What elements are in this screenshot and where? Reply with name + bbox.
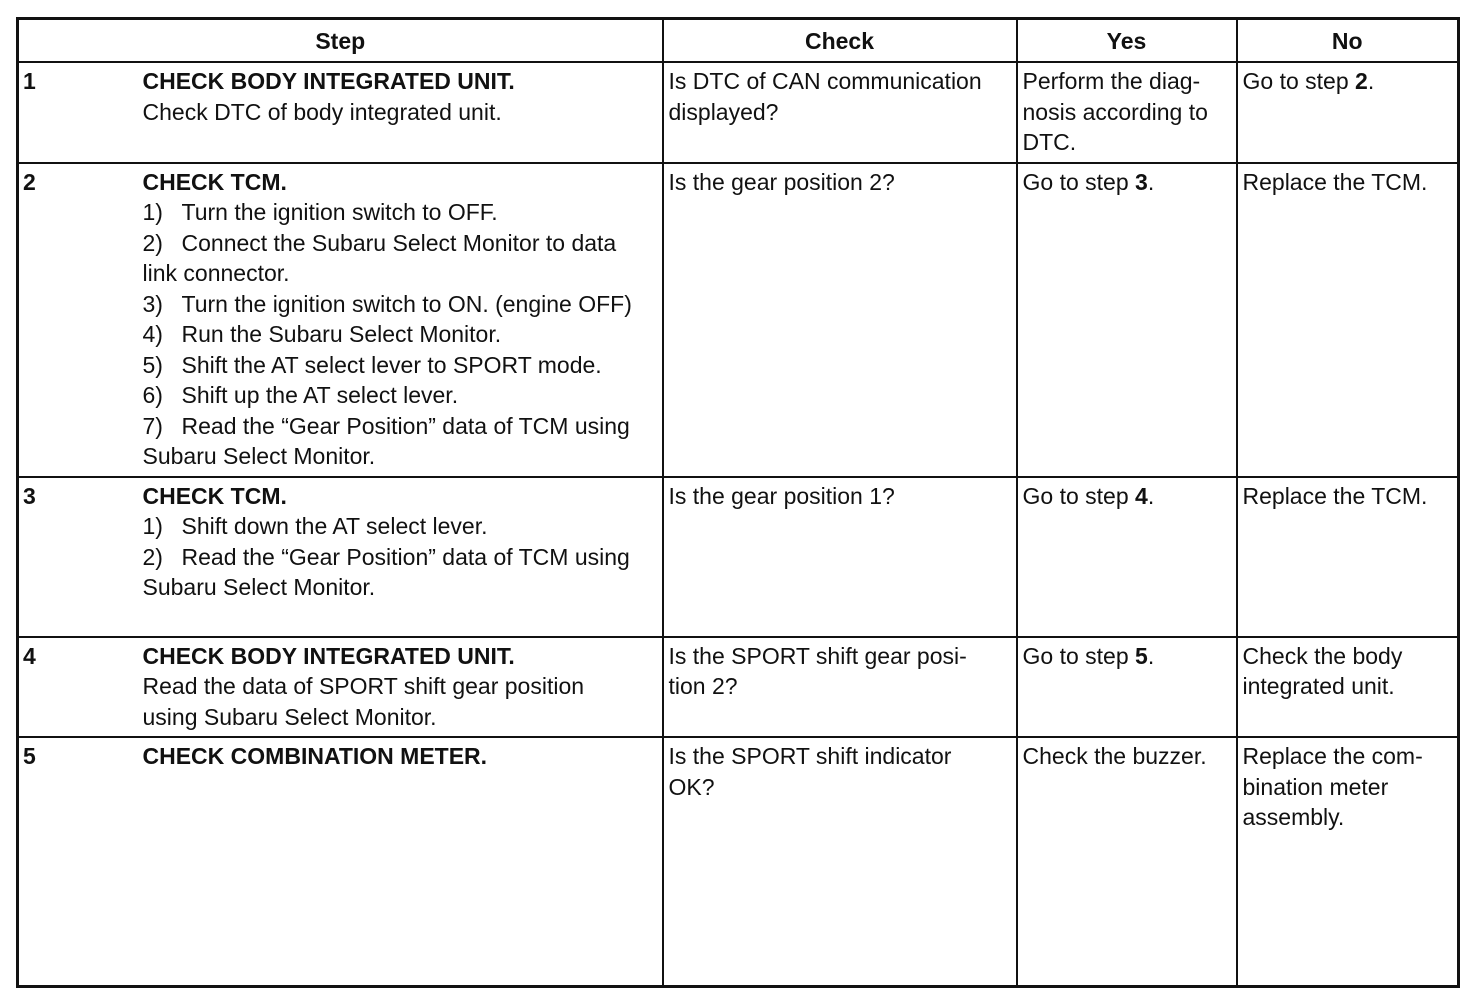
check-cell — [663, 163, 1017, 477]
step-title: CHECK BODY INTEGRATED UNIT. — [142, 642, 515, 669]
substep — [143, 289, 660, 320]
check-line: Is the SPORT shift gear posi- — [668, 642, 967, 669]
no-text: Go to step — [1242, 68, 1356, 94]
step-title: CHECK COMBINATION METER. — [142, 743, 488, 769]
step-description — [137, 637, 663, 738]
no-cell — [1237, 62, 1459, 163]
substep — [143, 350, 660, 381]
check-line: displayed? — [668, 98, 779, 125]
yes-text: Go to step — [1022, 482, 1136, 509]
substep-number: 6) — [142, 382, 163, 408]
substep-number: 7) — [142, 412, 163, 439]
no-line: bination meter — [1242, 773, 1389, 800]
check-cell — [663, 637, 1017, 738]
substep-number: 5) — [142, 351, 163, 378]
yes-line: Check the buzzer. — [1022, 743, 1207, 769]
step-number: 2 — [18, 163, 137, 477]
substep-text: Turn the ignition switch to ON. (engine OFF) — [181, 290, 632, 317]
yes-line: DTC. — [1022, 129, 1077, 155]
table-row — [18, 737, 1459, 987]
step-description — [137, 62, 663, 163]
no-line: Check the body — [1242, 642, 1403, 669]
step-title: CHECK TCM. — [142, 482, 287, 509]
table-row — [18, 62, 1459, 163]
substep-text: Shift the AT select lever to SPORT mode. — [181, 351, 602, 378]
substep-text: Run the Subaru Select Monitor. — [181, 321, 502, 347]
step-number: 4 — [18, 637, 137, 738]
check-cell — [663, 62, 1017, 163]
substep — [143, 380, 660, 411]
substep — [143, 511, 660, 542]
yes-text: Go to step — [1022, 168, 1136, 195]
header-no: No — [1237, 19, 1459, 63]
check-line: Is the SPORT shift indicator — [668, 743, 952, 769]
header-step: Step — [18, 19, 663, 63]
no-line: Replace the com- — [1242, 743, 1423, 769]
check-line: OK? — [668, 773, 715, 800]
substep-continuation: Subaru Select Monitor. — [142, 574, 376, 600]
substep-number: 4) — [142, 321, 163, 347]
no-cell — [1237, 477, 1459, 637]
substep-text: Read the “Gear Position” data of TCM using — [181, 412, 630, 439]
substep — [143, 228, 660, 259]
yes-suffix: . — [1147, 482, 1155, 509]
check-line: Is the gear position 1? — [668, 482, 895, 509]
substep-number: 1) — [142, 199, 163, 225]
step-number: 5 — [18, 737, 137, 987]
check-cell — [663, 737, 1017, 987]
yes-cell — [1017, 737, 1237, 987]
step-description — [137, 737, 663, 987]
substep-number: 2) — [142, 543, 163, 570]
yes-cell — [1017, 62, 1237, 163]
header-yes: Yes — [1017, 19, 1237, 63]
step-number: 3 — [18, 477, 137, 637]
check-line: tion 2? — [668, 673, 738, 699]
substep-text: Connect the Subaru Select Monitor to data — [181, 229, 617, 256]
substep — [143, 411, 660, 442]
check-line: Is DTC of CAN communication — [668, 68, 982, 94]
yes-cell — [1017, 477, 1237, 637]
step-title: CHECK BODY INTEGRATED UNIT. — [142, 68, 515, 94]
substep-continuation: Subaru Select Monitor. — [142, 443, 376, 469]
substep — [143, 319, 660, 350]
yes-line: Perform the diag- — [1022, 68, 1201, 94]
no-line: Replace the TCM. — [1242, 168, 1428, 195]
yes-cell — [1017, 163, 1237, 477]
substep — [143, 542, 660, 573]
table-row — [18, 477, 1459, 637]
no-cell — [1237, 737, 1459, 987]
no-cell — [1237, 163, 1459, 477]
yes-cell — [1017, 637, 1237, 738]
substep-number: 2) — [142, 229, 163, 256]
step-line: Check DTC of body integrated unit. — [142, 98, 502, 125]
table-row — [18, 637, 1459, 738]
step-reference: 5 — [1135, 642, 1148, 669]
step-reference: 3 — [1135, 168, 1148, 195]
header-row — [18, 19, 1459, 63]
yes-suffix: . — [1147, 642, 1155, 669]
yes-suffix: . — [1147, 168, 1155, 195]
step-reference: 4 — [1135, 482, 1148, 509]
step-reference: 2 — [1355, 68, 1368, 94]
substep — [143, 197, 660, 228]
step-line: Read the data of SPORT shift gear position — [142, 673, 585, 699]
substep-number: 3) — [142, 290, 163, 317]
step-number: 1 — [18, 62, 137, 163]
no-line: assembly. — [1242, 804, 1345, 830]
diagnostic-table — [16, 17, 1460, 988]
step-line: using Subaru Select Monitor. — [142, 703, 437, 730]
substep-text: Read the “Gear Position” data of TCM using — [181, 543, 630, 570]
step-description — [137, 163, 663, 477]
step-title: CHECK TCM. — [142, 168, 287, 195]
yes-text: Go to step — [1022, 642, 1136, 669]
no-cell — [1237, 637, 1459, 738]
yes-line: nosis according to — [1022, 98, 1208, 125]
step-description — [137, 477, 663, 637]
substep-text: Turn the ignition switch to OFF. — [181, 199, 498, 225]
substep-text: Shift down the AT select lever. — [181, 513, 488, 539]
no-line: integrated unit. — [1242, 673, 1395, 699]
substep-text: Shift up the AT select lever. — [181, 382, 459, 408]
no-suffix: . — [1367, 68, 1375, 94]
substep-number: 1) — [142, 513, 163, 539]
check-line: Is the gear position 2? — [668, 168, 895, 195]
no-line: Replace the TCM. — [1242, 482, 1428, 509]
header-check: Check — [663, 19, 1017, 63]
table-row — [18, 163, 1459, 477]
substep-continuation: link connector. — [142, 260, 290, 286]
check-cell — [663, 477, 1017, 637]
